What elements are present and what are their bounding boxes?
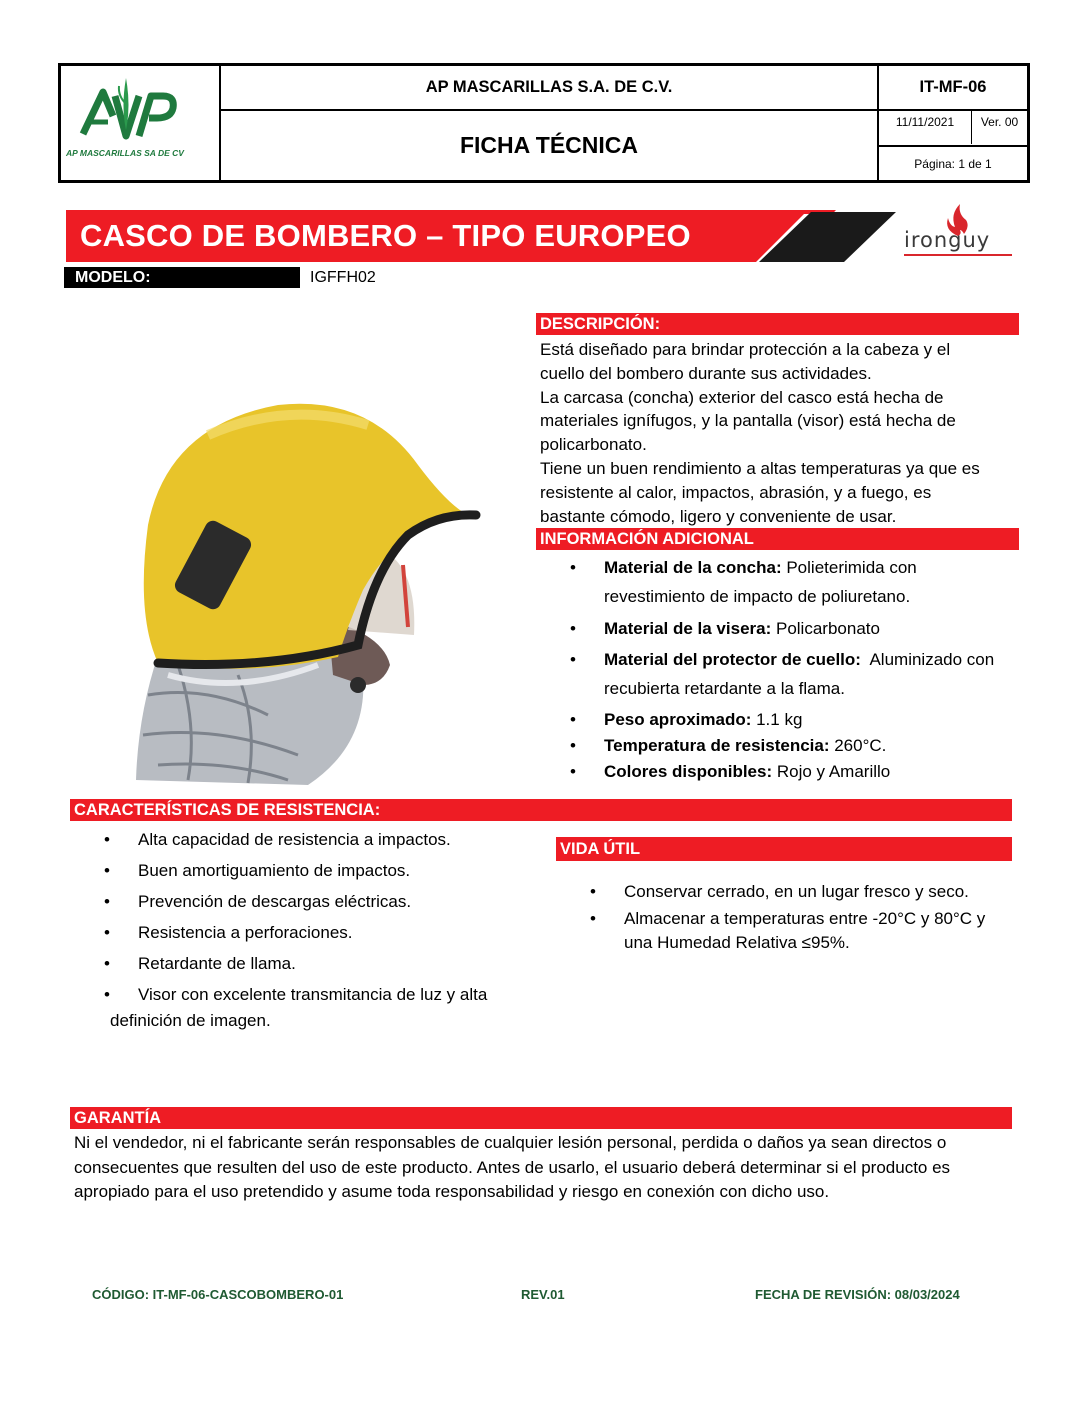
list-item: • Material de la visera: Policarbonato [570, 614, 1020, 643]
informacion-list [570, 553, 1020, 785]
list-item: • Peso aproximado: 1.1 kg [570, 707, 1020, 733]
descripcion-line: Está diseñado para brindar protección a la cabeza y el [540, 340, 951, 359]
section-heading-caracteristicas: CARACTERÍSTICAS DE RESISTENCIA: [70, 799, 1012, 821]
company-logo-icon [63, 70, 203, 160]
document-date: 11/11/2021 [895, 115, 955, 129]
list-item: • Conservar cerrado, en un lugar fresco y seco. [590, 878, 1020, 905]
descripcion-line: materiales ignífugos, y la pantalla (visor) está hecha de [540, 411, 956, 431]
descripcion-line: La carcasa (concha) exterior del casco está hecha de [540, 387, 944, 407]
list-item: • Retardante de llama. [104, 948, 544, 979]
list-item: • Visor con excelente transmitancia de luz y alta [104, 979, 544, 1010]
list-item: • Material del protector de cuello: Aluminizado con recubierta retardante a la flama. [570, 645, 1020, 703]
section-heading-garantia: GARANTÍA [70, 1107, 1012, 1129]
footer-code: CÓDIGO: IT-MF-06-CASCOBOMBERO-01 [92, 1287, 344, 1302]
list-item: • Resistencia a perforaciones. [104, 917, 544, 948]
document-version: Ver. 00 [980, 115, 1019, 129]
model-value: IGFFH02 [310, 269, 376, 286]
vida-util-continuation: una Humedad Relativa ≤95%. [624, 933, 850, 952]
garantia-line: Ni el vendedor, ni el fabricante serán responsables de cualquier lesión personal, perdida o daños ya sean directos o [74, 1133, 947, 1152]
company-logo [61, 66, 219, 180]
header-table [58, 63, 1030, 183]
descripcion-line: Tiene un buen rendimiento a altas temperaturas ya que es [540, 458, 980, 478]
list-item: • Temperatura de resistencia: 260°C. [570, 733, 1020, 759]
list-item: • Material de la concha: Polieterimida con revestimiento de impacto de poliuretano. [570, 553, 1020, 611]
helmet-image [118, 395, 488, 790]
list-item: • Buen amortiguamiento de impactos. [104, 855, 544, 886]
model-label: MODELO: [64, 267, 300, 288]
descripcion-line: policarbonato. [540, 435, 647, 455]
list-item: • Alta capacidad de resistencia a impactos. [104, 824, 544, 855]
caracteristicas-continuation: definición de imagen. [110, 1011, 271, 1030]
list-item: • Colores disponibles: Rojo y Amarillo [570, 759, 1020, 785]
footer-revision-date: FECHA DE REVISIÓN: 08/03/2024 [755, 1287, 960, 1302]
descripcion-line: resistente al calor, impactos, abrasión, y a fuego, es [540, 482, 932, 502]
garantia-line: apropiado para el uso pretendido y asume toda responsabilidad y riesgo en conexión con dicho uso. [74, 1182, 830, 1201]
section-heading-descripcion: DESCRIPCIÓN: [536, 313, 1019, 335]
caracteristicas-list [104, 824, 544, 1010]
section-heading-informacion: INFORMACIÓN ADICIONAL [536, 528, 1019, 550]
document-code: IT-MF-06 [919, 78, 987, 96]
vida-util-list [590, 878, 1020, 932]
logo-caption: AP MASCARILLAS SA DE CV [66, 148, 184, 158]
brand-logo [898, 200, 1018, 262]
garantia-line: consecuentes que resulten del uso de este producto. Antes de usarlo, el usuario deberá determinar si el producto es [74, 1157, 951, 1177]
brand-name: ironguy [904, 228, 991, 252]
descripcion-text [540, 338, 1022, 528]
list-item: • Prevención de descargas eléctricas. [104, 886, 544, 917]
list-item: • Almacenar a temperaturas entre -20°C y 80°C y [590, 905, 1020, 932]
product-title: CASCO DE BOMBERO – TIPO EUROPEO [80, 218, 691, 253]
document-type: FICHA TÉCNICA [459, 132, 639, 158]
descripcion-line: bastante cómodo, ligero y conveniente de usar. [540, 506, 897, 526]
section-heading-vida-util: VIDA ÚTIL [556, 837, 1012, 861]
footer-revision: REV.01 [521, 1287, 565, 1302]
company-name: AP MASCARILLAS S.A. DE C.V. [425, 78, 673, 96]
descripcion-line: cuello del bombero durante sus actividades. [540, 363, 872, 383]
page-number: Página: 1 de 1 [914, 156, 992, 171]
garantia-text [74, 1131, 1019, 1205]
